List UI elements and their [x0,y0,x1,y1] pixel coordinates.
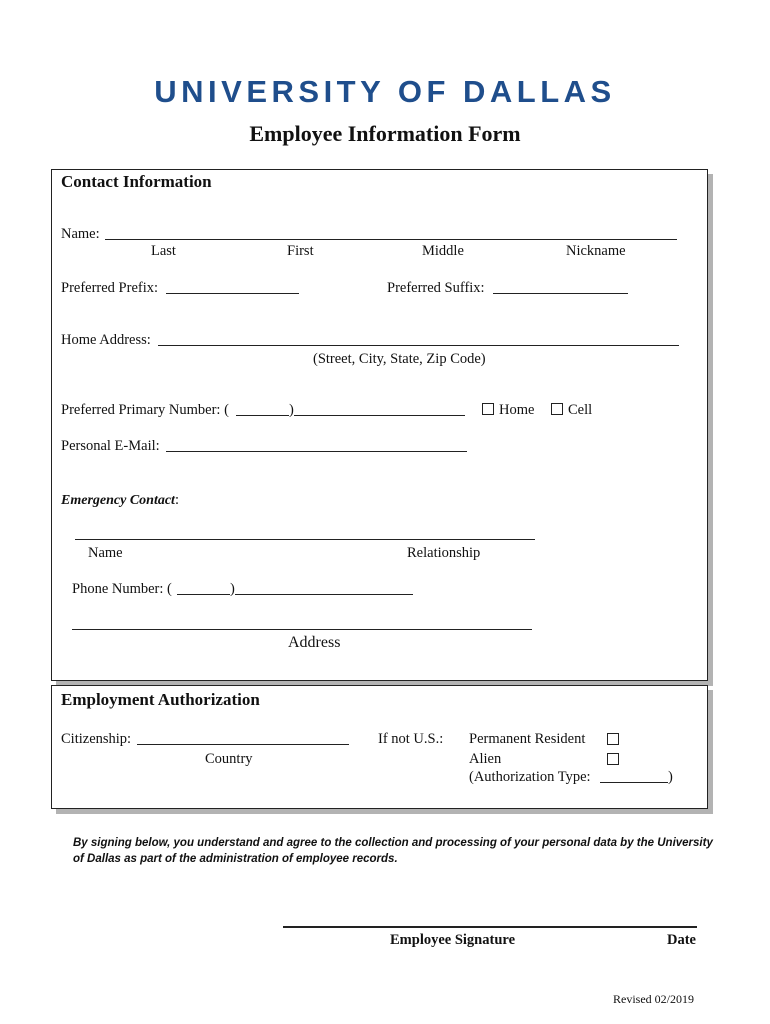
emergency-contact-heading [61,491,179,509]
home-address-label: Home Address: [61,332,151,348]
preferred-prefix-label: Preferred Prefix: [61,280,159,296]
name-label: Name: [61,226,100,242]
alien-label: Alien [469,751,502,767]
citizenship-field[interactable] [137,744,349,745]
university-logo: UNIVERSITY OF DALLAS [154,74,616,109]
authorization-type-close-paren: ) [668,769,673,785]
emergency-area-code-field[interactable] [177,594,230,595]
preferred-number-label: Preferred Primary Number: ( [61,402,229,418]
authorization-type-field[interactable] [600,782,668,783]
home-address-field[interactable] [158,345,679,346]
preferred-suffix-field[interactable] [493,293,628,294]
emergency-name-relationship-field[interactable] [75,539,535,540]
permanent-resident-label: Permanent Resident [469,731,586,747]
preferred-suffix-label: Preferred Suffix: [387,280,485,296]
revision-date: Revised 02/2019 [613,992,694,1006]
name-caption-first: First [287,243,314,259]
employee-signature-label: Employee Signature [390,932,515,948]
area-code-field[interactable] [236,415,289,416]
personal-email-label: Personal E-Mail: [61,438,160,454]
name-field[interactable] [105,239,677,240]
emergency-name-caption: Name [88,545,123,561]
employment-authorization-heading: Employment Authorization [61,690,260,709]
emergency-relationship-caption: Relationship [407,545,481,561]
cell-checkbox[interactable] [551,403,563,415]
phone-option-home[interactable] [482,402,534,419]
name-caption-last: Last [151,243,176,259]
preferred-prefix-field[interactable] [166,293,299,294]
name-caption-nickname: Nickname [566,243,626,259]
cell-option-label: Cell [568,402,593,418]
home-option-label: Home [499,402,535,418]
emergency-area-code-close-paren: ) [230,581,235,597]
emergency-address-field[interactable] [72,629,532,630]
citizenship-label: Citizenship: [61,731,132,747]
permanent-resident-checkbox[interactable] [607,733,619,745]
area-code-close-paren: ) [289,402,294,418]
preferred-number-field[interactable] [294,415,465,416]
contact-information-heading: Contact Information [61,172,212,191]
name-caption-middle: Middle [422,243,464,259]
emergency-phone-field[interactable] [235,594,413,595]
personal-email-field[interactable] [166,451,467,452]
phone-option-cell[interactable] [551,402,592,419]
if-not-us-label: If not U.S.: [378,731,444,747]
date-label: Date [667,932,696,948]
emergency-contact-label: Emergency Contact [61,493,175,508]
consent-statement: By signing below, you understand and agree to the collection and processing of your personal data by the University of Dallas as part of the administration of employee records. [73,837,713,865]
emergency-phone-label: Phone Number: ( [72,581,172,597]
alien-checkbox[interactable] [607,753,619,765]
emergency-address-caption: Address [288,634,341,651]
country-caption: Country [205,751,253,767]
home-address-caption: (Street, City, State, Zip Code) [313,351,486,367]
authorization-type-label: (Authorization Type: [469,769,591,785]
signature-date-line[interactable] [283,926,697,928]
home-checkbox[interactable] [482,403,494,415]
form-title: Employee Information Form [249,121,521,146]
emergency-contact-colon: : [174,492,179,508]
